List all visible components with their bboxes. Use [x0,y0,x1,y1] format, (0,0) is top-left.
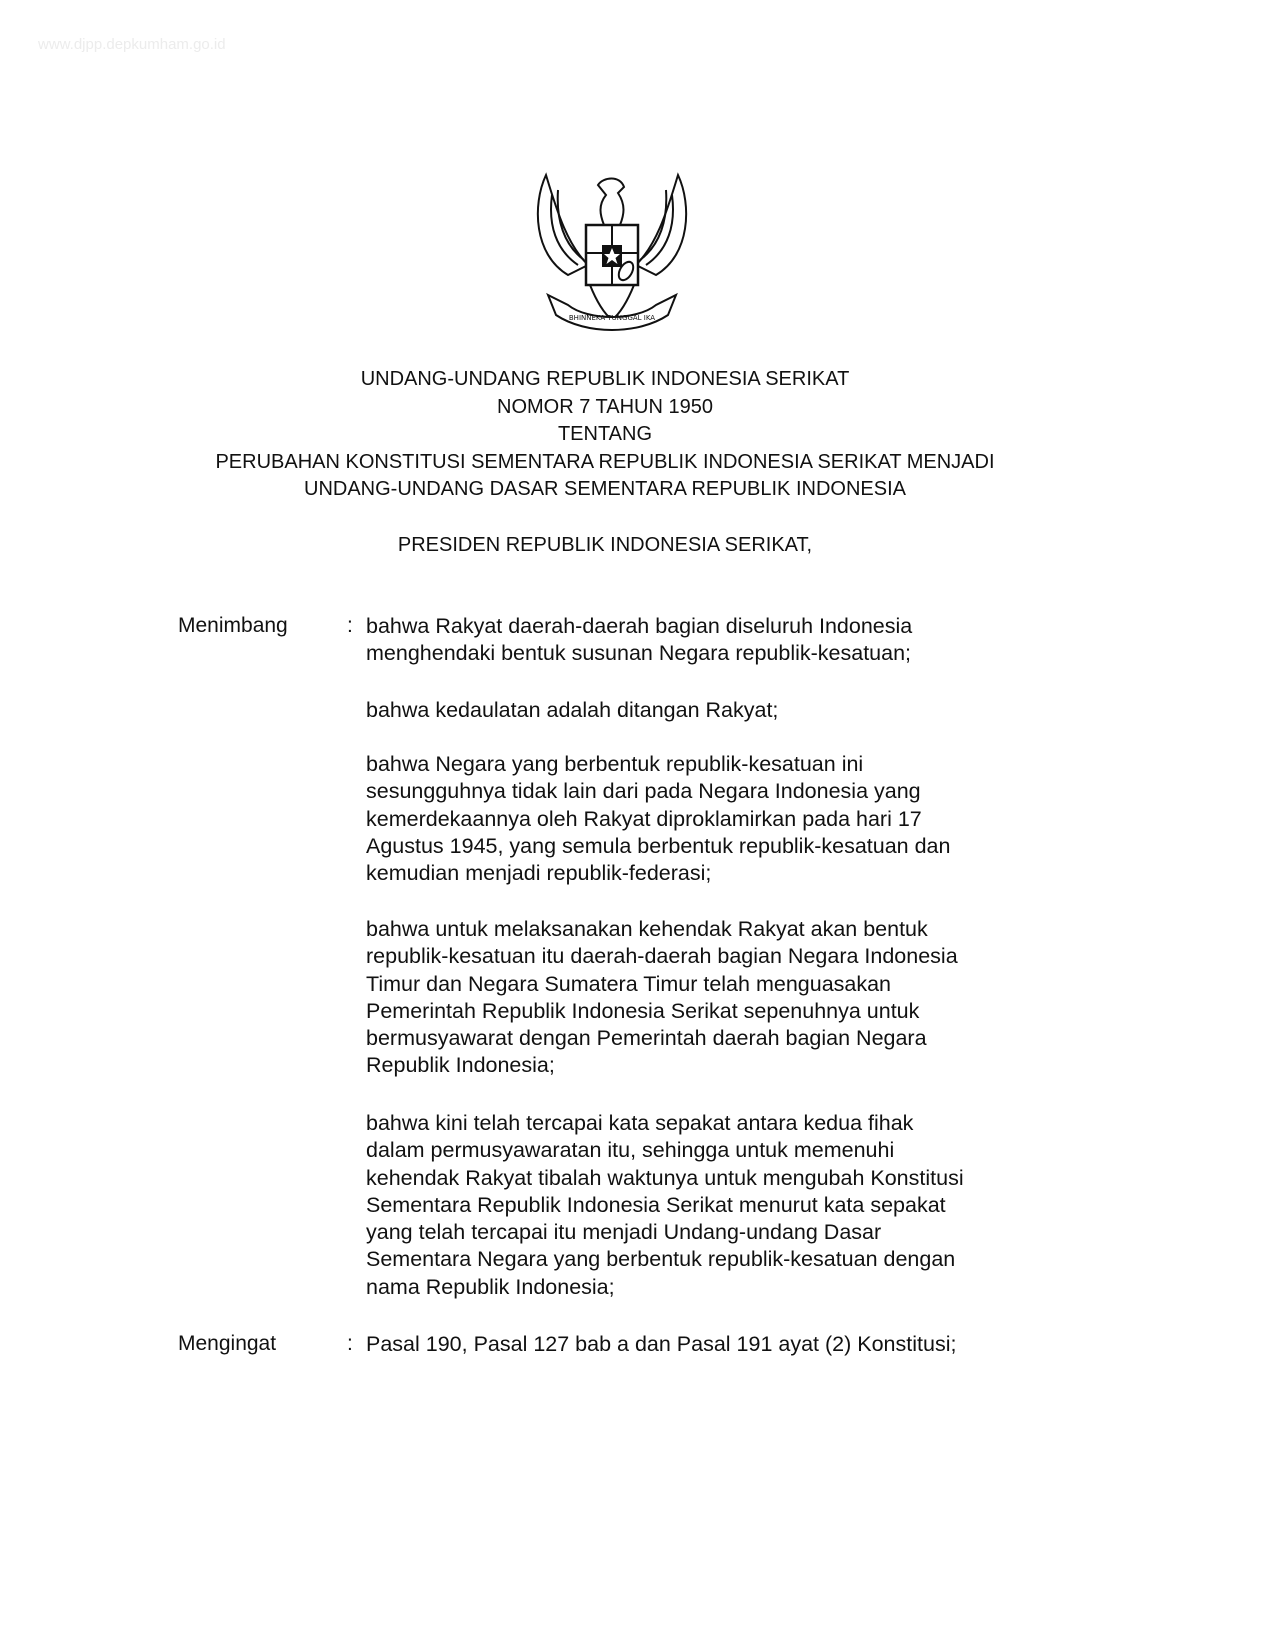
text-line: Agustus 1945, yang semula berbentuk republik-kesatuan dan [366,833,951,858]
text-line: nama Republik Indonesia; [366,1274,615,1299]
mengingat-colon: : [347,1332,353,1355]
mengingat-label: Mengingat [178,1332,277,1355]
text-line: bahwa Negara yang berbentuk republik-kesatuan ini [366,752,864,776]
menimbang-paragraph-1 [366,613,912,668]
president-heading: PRESIDEN REPUBLIK INDONESIA SERIKAT, [397,534,813,556]
text-line: Sementara Republik Indonesia Serikat menurut kata sepakat [366,1192,946,1217]
text-line: bermusyawarat dengan Pemerintah daerah bagian Negara [366,1026,927,1051]
menimbang-paragraph-4 [366,916,958,1080]
text-line: Timur dan Negara Sumatera Timur telah menguasakan [366,971,892,996]
text-line: republik-kesatuan itu daerah-daerah bagian Negara Indonesia [366,944,958,969]
text-line: menghendaki bentuk susunan Negara republik-kesatuan; [366,641,912,666]
menimbang-label: Menimbang [178,614,288,637]
text-line: kehendak Rakyat tibalah waktunya untuk mengubah Konstitusi [366,1165,964,1190]
text-line: bahwa Rakyat daerah-daerah bagian diseluruh Indonesia [366,614,913,638]
title-line: PERUBAHAN KONSTITUSI SEMENTARA REPUBLIK INDONESIA SERIKAT MENJADI [215,450,995,473]
text-line: yang telah tercapai itu menjadi Undang-undang Dasar [366,1220,882,1245]
title-line: NOMOR 7 TAHUN 1950 [497,395,713,418]
text-line: sesungguhnya tidak lain dari pada Negara Indonesia yang [366,779,921,804]
menimbang-paragraph-3 [366,751,950,887]
text-line: kemudian menjadi republik-federasi; [366,861,712,886]
text-line: Pemerintah Republik Indonesia Serikat sepenuhnya untuk [366,998,920,1023]
title-line: UNDANG-UNDANG DASAR SEMENTARA REPUBLIK INDONESIA [304,478,906,500]
text-line: bahwa untuk melaksanakan kehendak Rakyat akan bentuk [366,917,928,941]
menimbang-paragraph-2 [366,697,778,724]
text-line: bahwa kedaulatan adalah ditangan Rakyat; [366,698,779,722]
title-line: UNDANG-UNDANG REPUBLIK INDONESIA SERIKAT [360,368,850,390]
title-line: TENTANG [557,423,653,445]
document-title [0,366,1210,504]
text-line: bahwa kini telah tercapai kata sepakat antara kedua fihak [366,1111,914,1135]
text-line: dalam permusyawaratan itu, sehingga untuk memenuhi [366,1138,895,1163]
text-line: kemerdekaannya oleh Rakyat diproklamirkan pada hari 17 [366,806,922,831]
emblem-motto: BHINNEKA TUNGGAL IKA [568,314,656,322]
watermark: www.djpp.depkumham.go.id [38,36,226,53]
menimbang-colon: : [347,614,353,637]
menimbang-paragraph-5 [366,1110,964,1301]
mengingat-text: Pasal 190, Pasal 127 bab a dan Pasal 191 ayat (2) Konstitusi; [366,1332,957,1356]
garuda-pancasila-emblem [528,165,696,337]
text-line: Sementara Negara yang berbentuk republik-kesatuan dengan [366,1247,956,1272]
text-line: Republik Indonesia; [366,1053,555,1078]
